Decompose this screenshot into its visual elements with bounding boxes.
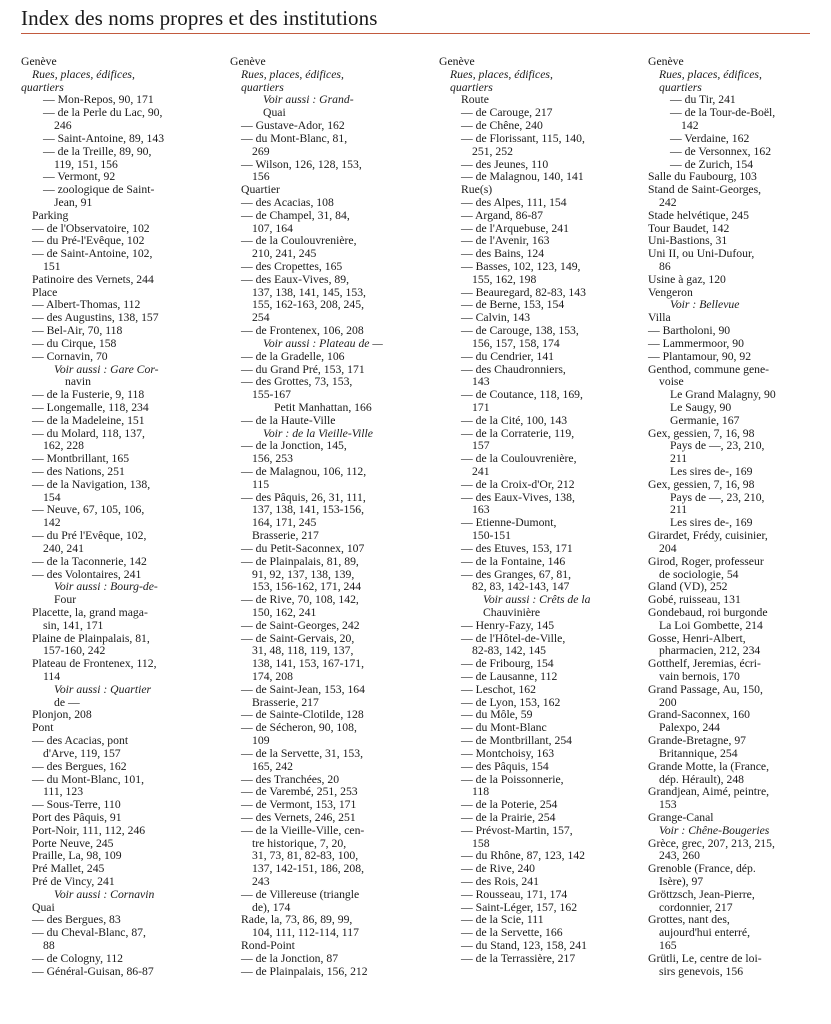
index-entry: — de Coutance, 118, 169, <box>461 388 583 402</box>
index-entry: Chauvinière <box>483 605 541 619</box>
index-entry: — Wilson, 126, 128, 153, <box>241 157 362 171</box>
index-entry: — des Tranchées, 20 <box>241 772 340 786</box>
index-entry: 150-151 <box>472 529 511 543</box>
index-entry: 31, 48, 118, 119, 137, <box>252 644 354 658</box>
index-entry: — de l'Avenir, 163 <box>461 234 550 248</box>
index-entry: Tour Baudet, 142 <box>648 221 730 235</box>
index-entry: — des Rois, 241 <box>461 875 539 888</box>
index-entry: Pont <box>32 721 54 735</box>
index-entry: 162, 228 <box>43 439 84 453</box>
index-entry: Les sires de-, 169 <box>670 516 753 530</box>
index-entry: — des Granges, 67, 81, <box>461 567 572 581</box>
index-entry: — des Alpes, 111, 154 <box>461 195 567 209</box>
index-entry: Pré de Vincy, 241 <box>32 875 115 888</box>
index-entry: — de la Cité, 100, 143 <box>461 413 568 427</box>
index-entry: — Bartholoni, 90 <box>648 324 731 338</box>
index-entry: Gex, gessien, 7, 16, 98 <box>648 477 755 491</box>
index-entry: — Plantamour, 90, 92 <box>648 349 752 363</box>
index-entry: Salle du Faubourg, 103 <box>648 170 757 184</box>
index-entry: 91, 92, 137, 138, 139, <box>252 567 355 581</box>
index-entry: navin <box>65 375 91 389</box>
index-entry: — de la Haute-Ville <box>241 413 336 427</box>
index-entry: 155, 162-163, 208, 245, <box>252 298 365 312</box>
index-entry: 118 <box>472 785 490 799</box>
index-entry: 156 <box>252 170 270 184</box>
index-entry: — du Cheval-Blanc, 87, <box>32 926 146 940</box>
index-entry: — Prévost-Martin, 157, <box>461 823 573 837</box>
index-entry: — de Versonnex, 162 <box>670 144 772 158</box>
index-entry: — de Sécheron, 90, 108, <box>241 721 357 735</box>
index-entry: — des Augustins, 138, 157 <box>32 311 159 325</box>
index-entry: — de Plainpalais, 81, 89, <box>241 554 359 568</box>
index-entry: Grande Motte, la (France, <box>648 759 770 773</box>
index-entry: Gex, gessien, 7, 16, 98 <box>648 426 755 440</box>
index-entry: — zoologique de Saint- <box>43 183 155 197</box>
index-entry: — des Jeunes, 110 <box>461 157 549 171</box>
index-entry: — de Fribourg, 154 <box>461 657 554 671</box>
index-entry: Usine à gaz, 120 <box>648 272 726 286</box>
index-entry: — du Cirque, 158 <box>32 336 117 350</box>
index-entry: 150, 162, 241 <box>252 605 317 619</box>
index-entry: de — <box>54 695 80 709</box>
index-entry: 254 <box>252 311 270 325</box>
index-entry: Rues, places, édifices, <box>659 67 762 81</box>
index-entry: Porte Neuve, 245 <box>32 836 114 850</box>
index-entry: — des Chaudronniers, <box>461 362 566 376</box>
index-entry: 157-160, 242 <box>43 644 106 658</box>
index-entry: tre historique, 7, 20, <box>252 836 347 850</box>
index-entry: — Neuve, 67, 105, 106, <box>32 503 145 517</box>
index-entry: — de la Corraterie, 119, <box>461 426 575 440</box>
index-entry: — de la Fontaine, 146 <box>461 554 566 568</box>
index-entry: — de Berne, 153, 154 <box>461 298 565 312</box>
index-entry: — Cornavin, 70 <box>32 349 108 363</box>
index-entry: — de l'Observatoire, 102 <box>32 221 150 235</box>
index-entry: Pays de —, 23, 210, <box>670 439 765 453</box>
index-entry: 115 <box>252 477 270 491</box>
index-entry: Rue(s) <box>461 183 493 197</box>
index-entry: — du Petit-Saconnex, 107 <box>241 541 365 555</box>
index-entry: — des Bains, 124 <box>461 247 545 261</box>
page-title: Index des noms propres et des institutions <box>21 6 378 30</box>
index-entry: Uni II, ou Uni-Dufour, <box>648 247 755 261</box>
index-entry: — de Malagnou, 106, 112, <box>241 465 367 478</box>
index-entry: — de l'Arquebuse, 241 <box>461 221 569 235</box>
index-entry: Girardet, Frédy, cuisinier, <box>648 529 768 543</box>
index-entry: — du Pré-l'Evêque, 102 <box>32 234 145 248</box>
index-entry: 137, 138, 141, 145, 153, <box>252 285 366 299</box>
index-entry: 143 <box>472 375 490 389</box>
index-entry: — de la Tour-de-Boël, <box>670 106 776 120</box>
index-entry: Pré Mallet, 245 <box>32 862 105 876</box>
index-entry: — Rousseau, 171, 174 <box>461 887 568 901</box>
index-entry: 153 <box>659 798 677 812</box>
index-entry: — de la Perle du Lac, 90, <box>43 106 163 120</box>
index-entry: Girod, Roger, professeur <box>648 554 764 568</box>
index-entry: Gotthelf, Jeremias, écri- <box>648 657 761 671</box>
index-entry: 151 <box>43 260 61 273</box>
index-entry: Britannique, 254 <box>659 746 738 760</box>
index-entry: — du Tir, 241 <box>670 93 736 107</box>
index-entry: — de la Navigation, 138, <box>32 477 151 491</box>
index-entry: — du Molard, 118, 137, <box>32 426 145 440</box>
index-column-4 <box>648 56 831 979</box>
index-entry: — du Pré l'Evêque, 102, <box>32 529 147 543</box>
index-entry: Villa <box>648 311 671 325</box>
index-entry: 153, 156-162, 171, 244 <box>252 580 362 594</box>
index-entry: 165, 242 <box>252 759 293 773</box>
index-entry: 200 <box>659 695 677 709</box>
index-entry: Grange-Canal <box>648 810 714 824</box>
index-entry: — de Saint-Jean, 153, 164 <box>241 682 365 696</box>
index-entry: Petit Manhattan, 166 <box>274 400 372 414</box>
index-entry: — du Rhône, 87, 123, 142 <box>461 849 586 863</box>
index-entry: Quai <box>263 106 286 120</box>
index-entry: d'Arve, 119, 157 <box>43 746 121 760</box>
index-entry: Gobé, ruisseau, 131 <box>648 593 741 607</box>
index-entry: 211 <box>670 503 688 517</box>
index-entry: — Montchoisy, 163 <box>461 746 555 760</box>
index-entry: — de la Vieille-Ville, cen- <box>241 823 365 837</box>
index-entry: — des Bergues, 162 <box>32 759 127 773</box>
index-entry: 157 <box>472 439 490 453</box>
index-entry: Gondebaud, roi burgonde <box>648 605 768 619</box>
index-entry: Voir : Bellevue <box>670 298 740 312</box>
index-entry: Vengeron <box>648 285 693 299</box>
index-entry: — de la Jonction, 145, <box>241 439 347 453</box>
index-entry: — Mon-Repos, 90, 171 <box>43 93 154 107</box>
index-entry: — des Volontaires, 241 <box>32 567 142 581</box>
index-entry: 86 <box>659 260 671 273</box>
index-entry: — Sous-Terre, 110 <box>32 798 121 812</box>
index-entry: — de la Taconnerie, 142 <box>32 554 147 568</box>
index-entry: — Beauregard, 82-83, 143 <box>461 285 586 299</box>
index-entry: — des Pâquis, 26, 31, 111, <box>241 490 366 504</box>
index-entry: — de Montbrillant, 254 <box>461 734 573 748</box>
index-entry: dép. Hérault), 248 <box>659 772 745 786</box>
index-entry: — des Pâquis, 154 <box>461 759 549 773</box>
index-entry: Pays de —, 23, 210, <box>670 490 765 504</box>
index-entry: 158 <box>472 836 490 850</box>
index-entry: 82, 83, 142-143, 147 <box>472 580 570 594</box>
index-entry: 242 <box>659 195 677 209</box>
index-entry: Genève <box>648 55 684 68</box>
index-entry: 107, 164 <box>252 221 293 235</box>
index-entry: Rond-Point <box>241 939 295 953</box>
index-entry: Grottes, nant des, <box>648 913 730 927</box>
index-entry: — des Eaux-Vives, 89, <box>241 272 350 286</box>
index-entry: 246 <box>54 119 72 133</box>
index-entry: 204 <box>659 541 677 555</box>
index-entry: La Loi Gombette, 214 <box>659 618 763 632</box>
index-entry: Voir aussi : Cornavin <box>54 887 155 901</box>
index-entry: Grandjean, Aimé, peintre, <box>648 785 770 799</box>
index-entry: — de Lausanne, 112 <box>461 670 558 683</box>
index-entry: Parking <box>32 208 69 222</box>
index-entry: — des Nations, 251 <box>32 465 125 478</box>
index-entry: Jean, 91 <box>54 195 93 209</box>
index-entry: — Général-Guisan, 86-87 <box>32 964 154 978</box>
index-entry: Brasserie, 217 <box>252 529 319 543</box>
index-entry: — de Carouge, 138, 153, <box>461 324 579 338</box>
index-entry: — des Bergues, 83 <box>32 913 121 927</box>
index-entry: 164, 171, 245 <box>252 516 317 530</box>
index-entry: — de Cologny, 112 <box>32 951 124 965</box>
index-entry: — des Vernets, 246, 251 <box>241 810 356 824</box>
index-entry: — de Champel, 31, 84, <box>241 208 350 222</box>
index-entry: sin, 141, 171 <box>43 618 104 632</box>
index-entry: — de Vermont, 153, 171 <box>241 798 357 812</box>
header-rule <box>21 33 810 34</box>
index-entry: — du Mont-Blanc, 101, <box>32 772 144 786</box>
index-entry: — des Acacias, 108 <box>241 195 334 209</box>
index-entry: Rues, places, édifices, <box>241 67 344 81</box>
index-entry: Voir aussi : Crêts de la <box>483 593 591 607</box>
index-entry: 114 <box>43 670 61 683</box>
index-entry: Praille, La, 98, 109 <box>32 849 122 863</box>
index-entry: — Saint-Antoine, 89, 143 <box>43 131 165 145</box>
index-entry: 211 <box>670 452 688 466</box>
index-entry: 155, 162, 198 <box>472 272 537 286</box>
index-entry: 171 <box>472 400 490 414</box>
index-entry: Palexpo, 244 <box>659 721 721 735</box>
index-entry: Genève <box>439 55 475 68</box>
index-entry: 119, 151, 156 <box>54 157 118 171</box>
index-entry: Grand-Saconnex, 160 <box>648 708 750 722</box>
index-entry: — de la Coulouvrenière, <box>461 452 577 466</box>
index-entry: 155-167 <box>252 388 291 402</box>
index-entry: pharmacien, 212, 234 <box>659 644 761 658</box>
index-entry: cordonnier, 217 <box>659 900 733 914</box>
index-entry: — de la Treille, 89, 90, <box>43 144 152 158</box>
index-entry: — de Chêne, 240 <box>461 119 543 133</box>
index-entry: Brasserie, 217 <box>252 695 319 709</box>
index-entry: — Longemalle, 118, 234 <box>32 400 149 414</box>
index-entry: — Gustave-Ador, 162 <box>241 119 345 133</box>
index-entry: Genève <box>21 55 57 68</box>
index-entry: — de la Servette, 31, 153, <box>241 746 364 760</box>
index-entry: 174, 208 <box>252 670 293 683</box>
index-entry: — des Cropettes, 165 <box>241 260 343 273</box>
index-entry: — Albert-Thomas, 112 <box>32 298 141 312</box>
index-entry: 31, 73, 81, 82-83, 100, <box>252 849 359 863</box>
index-entry: — de Plainpalais, 156, 212 <box>241 964 368 978</box>
index-entry: — de Rive, 240 <box>461 862 536 876</box>
index-entry: Rues, places, édifices, <box>450 67 553 81</box>
index-entry: — du Môle, 59 <box>461 708 533 722</box>
index-entry: 269 <box>252 144 270 158</box>
index-entry: Genève <box>230 55 266 68</box>
index-entry: — de Saint-Antoine, 102, <box>32 247 153 261</box>
index-entry: 82-83, 142, 145 <box>472 644 547 658</box>
index-entry: — Montbrillant, 165 <box>32 452 130 466</box>
index-column-2 <box>230 56 420 979</box>
index-entry: — Verdaine, 162 <box>670 131 750 145</box>
index-entry: — de la Poterie, 254 <box>461 798 558 812</box>
index-entry: Patinoire des Vernets, 244 <box>32 272 154 286</box>
index-entry: — de Lyon, 153, 162 <box>461 695 561 709</box>
index-column-3 <box>439 56 629 966</box>
index-entry: Isère), 97 <box>659 875 704 888</box>
index-entry: — des Eaux-Vives, 138, <box>461 490 575 504</box>
index-entry: 156, 157, 158, 174 <box>472 336 560 350</box>
index-entry: — de la Gradelle, 106 <box>241 349 345 363</box>
index-entry: — de Sainte-Clotilde, 128 <box>241 708 364 722</box>
index-entry: — de Varembé, 251, 253 <box>241 785 358 799</box>
index-entry: Germanie, 167 <box>670 413 740 427</box>
index-entry: Voir aussi : Quartier <box>54 682 152 696</box>
index-entry: 243, 260 <box>659 849 700 863</box>
index-entry: — du Stand, 123, 158, 241 <box>461 939 587 953</box>
index-entry: Le Saugy, 90 <box>670 400 732 414</box>
index-entry: — Saint-Léger, 157, 162 <box>461 900 578 914</box>
index-entry: Plaine de Plainpalais, 81, <box>32 631 150 645</box>
index-entry: 241 <box>472 465 490 478</box>
index-entry: Grèce, grec, 207, 213, 215, <box>648 836 775 850</box>
index-entry: 156, 253 <box>252 452 293 466</box>
index-entry: Grande-Bretagne, 97 <box>648 734 747 748</box>
index-entry: 210, 241, 245 <box>252 247 317 261</box>
index-entry: Port des Pâquis, 91 <box>32 810 122 824</box>
index-entry: Voir aussi : Bourg-de- <box>54 580 158 594</box>
index-entry: Les sires de-, 169 <box>670 465 753 478</box>
index-entry: Voir : Chêne-Bougeries <box>659 823 770 837</box>
index-entry: Quai <box>32 900 55 914</box>
index-entry: — des Etuves, 153, 171 <box>461 541 573 555</box>
index-entry: — de la Poissonnerie, <box>461 772 564 786</box>
index-entry: — Bel-Air, 70, 118 <box>32 324 123 338</box>
index-entry: — de la Servette, 166 <box>461 926 563 940</box>
index-entry: Stade helvétique, 245 <box>648 208 749 222</box>
index-entry: — Basses, 102, 123, 149, <box>461 260 581 273</box>
index-entry: 165 <box>659 939 677 953</box>
index-entry: — de Carouge, 217 <box>461 106 553 120</box>
index-entry: — de la Scie, 111 <box>461 913 544 927</box>
index-entry: — Vermont, 92 <box>43 170 116 184</box>
index-entry: 109 <box>252 734 270 748</box>
index-entry: Gland (VD), 252 <box>648 580 728 594</box>
index-entry: 142 <box>681 119 699 133</box>
index-entry: Voir aussi : Grand- <box>263 93 354 107</box>
index-entry: Voir : de la Vieille-Ville <box>263 426 373 440</box>
index-entry: — de Florissant, 115, 140, <box>461 131 585 145</box>
index-entry: — de la Jonction, 87 <box>241 951 339 965</box>
index-entry: — de Saint-Gervais, 20, <box>241 631 355 645</box>
index-entry: Uni-Bastions, 31 <box>648 234 728 248</box>
index-entry: Gosse, Henri-Albert, <box>648 631 746 645</box>
index-entry: — Argand, 86-87 <box>461 208 543 222</box>
index-entry: — du Mont-Blanc, 81, <box>241 131 348 145</box>
index-entry: Voir aussi : Plateau de — <box>263 336 383 350</box>
index-entry: Gröttzsch, Jean-Pierre, <box>648 887 755 901</box>
index-entry: 137, 138, 141, 153-156, <box>252 503 365 517</box>
index-entry: Le Grand Malagny, 90 <box>670 388 776 402</box>
index-entry: — Henry-Fazy, 145 <box>461 618 555 632</box>
index-entry: 88 <box>43 939 55 953</box>
index-entry: Plonjon, 208 <box>32 708 92 722</box>
index-entry: 240, 241 <box>43 541 84 555</box>
index-entry: voise <box>659 375 684 389</box>
index-entry: — du Cendrier, 141 <box>461 349 555 363</box>
index-entry: Genthod, commune gene- <box>648 362 770 376</box>
index-column-1 <box>21 56 211 979</box>
index-entry: — de l'Hôtel-de-Ville, <box>461 631 566 645</box>
index-entry: Quartier <box>241 183 280 197</box>
index-entry: — Lammermoor, 90 <box>648 336 744 350</box>
index-entry: 163 <box>472 503 490 517</box>
index-entry: — Etienne-Dumont, <box>461 516 557 530</box>
index-entry: de sociologie, 54 <box>659 567 739 581</box>
index-entry: — Calvin, 143 <box>461 311 531 325</box>
index-entry: quartiers <box>659 80 702 94</box>
index-entry: — de Malagnou, 140, 141 <box>461 170 584 184</box>
index-entry: — des Grottes, 73, 153, <box>241 375 353 389</box>
index-entry: sirs genevois, 156 <box>659 964 744 978</box>
index-entry: Voir aussi : Gare Cor- <box>54 362 159 376</box>
index-entry: Place <box>32 285 58 299</box>
index-entry: — de la Prairie, 254 <box>461 810 556 824</box>
index-entry: Port-Noir, 111, 112, 246 <box>32 823 146 837</box>
index-entry: — de Zurich, 154 <box>670 157 754 171</box>
index-entry: — de Rive, 70, 108, 142, <box>241 593 359 607</box>
index-entry: 251, 252 <box>472 144 513 158</box>
index-entry: quartiers <box>450 80 493 94</box>
index-entry: Rade, la, 73, 86, 89, 99, <box>241 913 353 927</box>
index-entry: — de Villereuse (triangle <box>241 887 360 901</box>
index-entry: quartiers <box>21 80 64 94</box>
index-entry: Rues, places, édifices, <box>32 67 135 81</box>
index-entry: de), 174 <box>252 900 291 914</box>
index-entry: Stand de Saint-Georges, <box>648 183 762 197</box>
index-entry: — de la Croix-d'Or, 212 <box>461 477 575 491</box>
index-entry: — de la Coulouvrenière, <box>241 234 357 248</box>
index-entry: Grenoble (France, dép. <box>648 862 756 876</box>
index-entry: Route <box>461 93 489 107</box>
index-entry: 243 <box>252 875 270 888</box>
index-entry: 111, 123 <box>43 785 84 799</box>
index-entry: aujourd'hui enterré, <box>659 926 751 940</box>
index-entry: — de la Terrassière, 217 <box>461 951 576 965</box>
index-entry: 142 <box>43 516 61 530</box>
index-entry: 138, 141, 153, 167-171, <box>252 657 365 671</box>
index-entry: Plateau de Frontenex, 112, <box>32 657 157 671</box>
index-entry: — Leschot, 162 <box>461 682 536 696</box>
index-entry: — de Frontenex, 106, 208 <box>241 324 364 338</box>
index-entry: 154 <box>43 490 61 504</box>
index-entry: — de la Madeleine, 151 <box>32 413 145 427</box>
index-entry: quartiers <box>241 80 284 94</box>
index-entry: Grütli, Le, centre de loi- <box>648 951 762 965</box>
index-entry: — de la Fusterie, 9, 118 <box>32 388 145 402</box>
index-entry: — du Mont-Blanc <box>461 721 547 735</box>
index-entry: vain bernois, 170 <box>659 670 740 683</box>
index-entry: Grand Passage, Au, 150, <box>648 682 763 696</box>
index-entry: — de Saint-Georges, 242 <box>241 618 360 632</box>
index-entry: Four <box>54 593 77 607</box>
index-entry: — du Grand Pré, 153, 171 <box>241 362 365 376</box>
index-entry: 104, 111, 112-114, 117 <box>252 926 359 940</box>
index-entry: 137, 142-151, 186, 208, <box>252 862 365 876</box>
index-entry: Placette, la, grand maga- <box>32 605 148 619</box>
index-entry: — des Acacias, pont <box>32 734 129 748</box>
